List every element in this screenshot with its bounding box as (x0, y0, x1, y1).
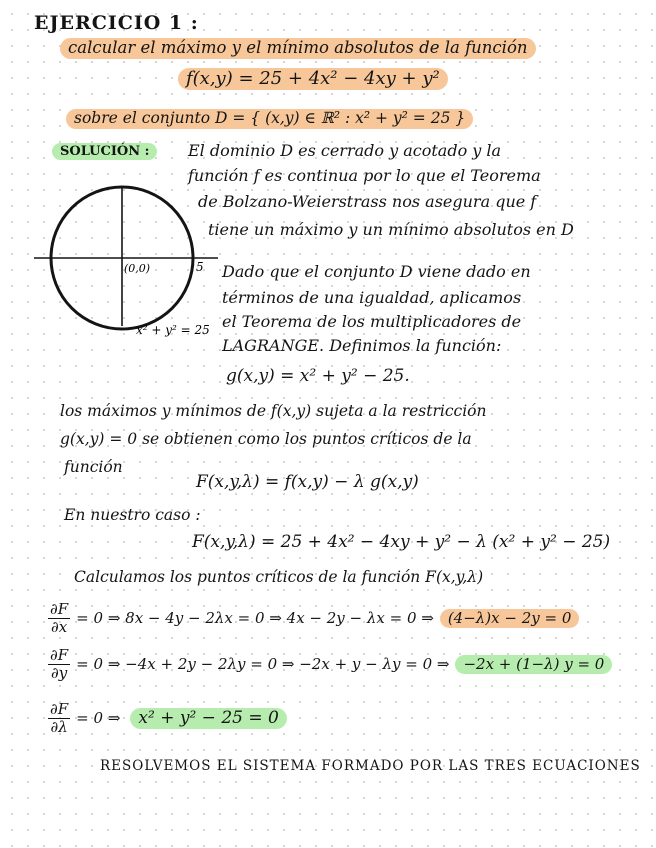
partial-result: x² + y² − 25 = 0 (130, 708, 286, 729)
fraction-numerator: ∂F (50, 600, 69, 618)
lagrangian-definition: F(x,y,λ) = f(x,y) − λ g(x,y) (196, 472, 419, 492)
statement-line: calcular el máximo y el mínimo absolutos de la función (60, 38, 536, 59)
paragraph-line: El dominio D es cerrado y acotado y la (188, 141, 502, 160)
fraction-numerator: ∂F (50, 700, 69, 718)
fraction (48, 702, 70, 735)
partial-equation: = 0 ⇒ 8x − 4y − 2λx = 0 ⇒ 4x − 2y − λx = 0 ⇒ (76, 609, 434, 627)
partial-equation: = 0 ⇒ (76, 709, 121, 727)
fraction (48, 648, 70, 681)
partial-y-row (48, 648, 612, 681)
solucion-label: SOLUCIÓN : (52, 143, 157, 160)
lagrangian-case: F(x,y,λ) = 25 + 4x² − 4xy + y² − λ (x² + y² − 25) (192, 532, 611, 552)
domain-definition: sobre el conjunto D = { (x,y) ∈ ℝ² : x² + y² = 25 } (66, 109, 473, 129)
paragraph-line: tiene un máximo y un mínimo absolutos en D (208, 220, 574, 239)
paragraph-line: LAGRANGE. Definimos la función: (222, 336, 502, 355)
paragraph-line: g(x,y) = 0 se obtienen como los puntos críticos de la (60, 430, 472, 448)
case-label: En nuestro caso : (64, 506, 201, 524)
partial-lambda-row (48, 702, 287, 735)
partial-x-row (48, 602, 579, 635)
partial-result: −2x + (1−λ) y = 0 (455, 655, 612, 674)
closing-line: RESOLVEMOS EL SISTEMA FORMADO POR LAS TRES ECUACIONES (100, 758, 641, 774)
partial-result: (4−λ)x − 2y = 0 (440, 609, 580, 628)
paragraph-line: el Teorema de los multiplicadores de (222, 312, 522, 331)
radius-label: 5 (196, 260, 204, 274)
paragraph-line: términos de una igualdad, aplicamos (222, 288, 522, 307)
fraction (48, 602, 70, 635)
critical-points-intro: Calculamos los puntos críticos de la función F(x,y,λ) (74, 568, 484, 586)
fraction-numerator: ∂F (50, 646, 69, 664)
circle-equation-label: x² + y² = 25 (136, 323, 210, 337)
fraction-denominator: ∂x (50, 618, 68, 636)
partial-equation: = 0 ⇒ −4x + 2y − 2λy = 0 ⇒ −2x + y − λy = 0 ⇒ (76, 655, 450, 673)
g-definition: g(x,y) = x² + y² − 25. (226, 366, 410, 386)
paragraph-line: función (64, 458, 123, 476)
fraction-denominator: ∂λ (50, 718, 68, 736)
paragraph-line: de Bolzano-Weierstrass nos asegura que f (198, 192, 537, 211)
function-definition: f(x,y) = 25 + 4x² − 4xy + y² (178, 68, 448, 90)
paragraph-line: función f es continua por lo que el Teorema (188, 166, 541, 185)
exercise-title: EJERCICIO 1 : (34, 12, 199, 34)
origin-label: (0,0) (124, 262, 151, 275)
fraction-denominator: ∂y (50, 664, 68, 682)
paragraph-line: los máximos y mínimos de f(x,y) sujeta a la restricción (60, 402, 487, 420)
paragraph-line: Dado que el conjunto D viene dado en (222, 262, 531, 281)
